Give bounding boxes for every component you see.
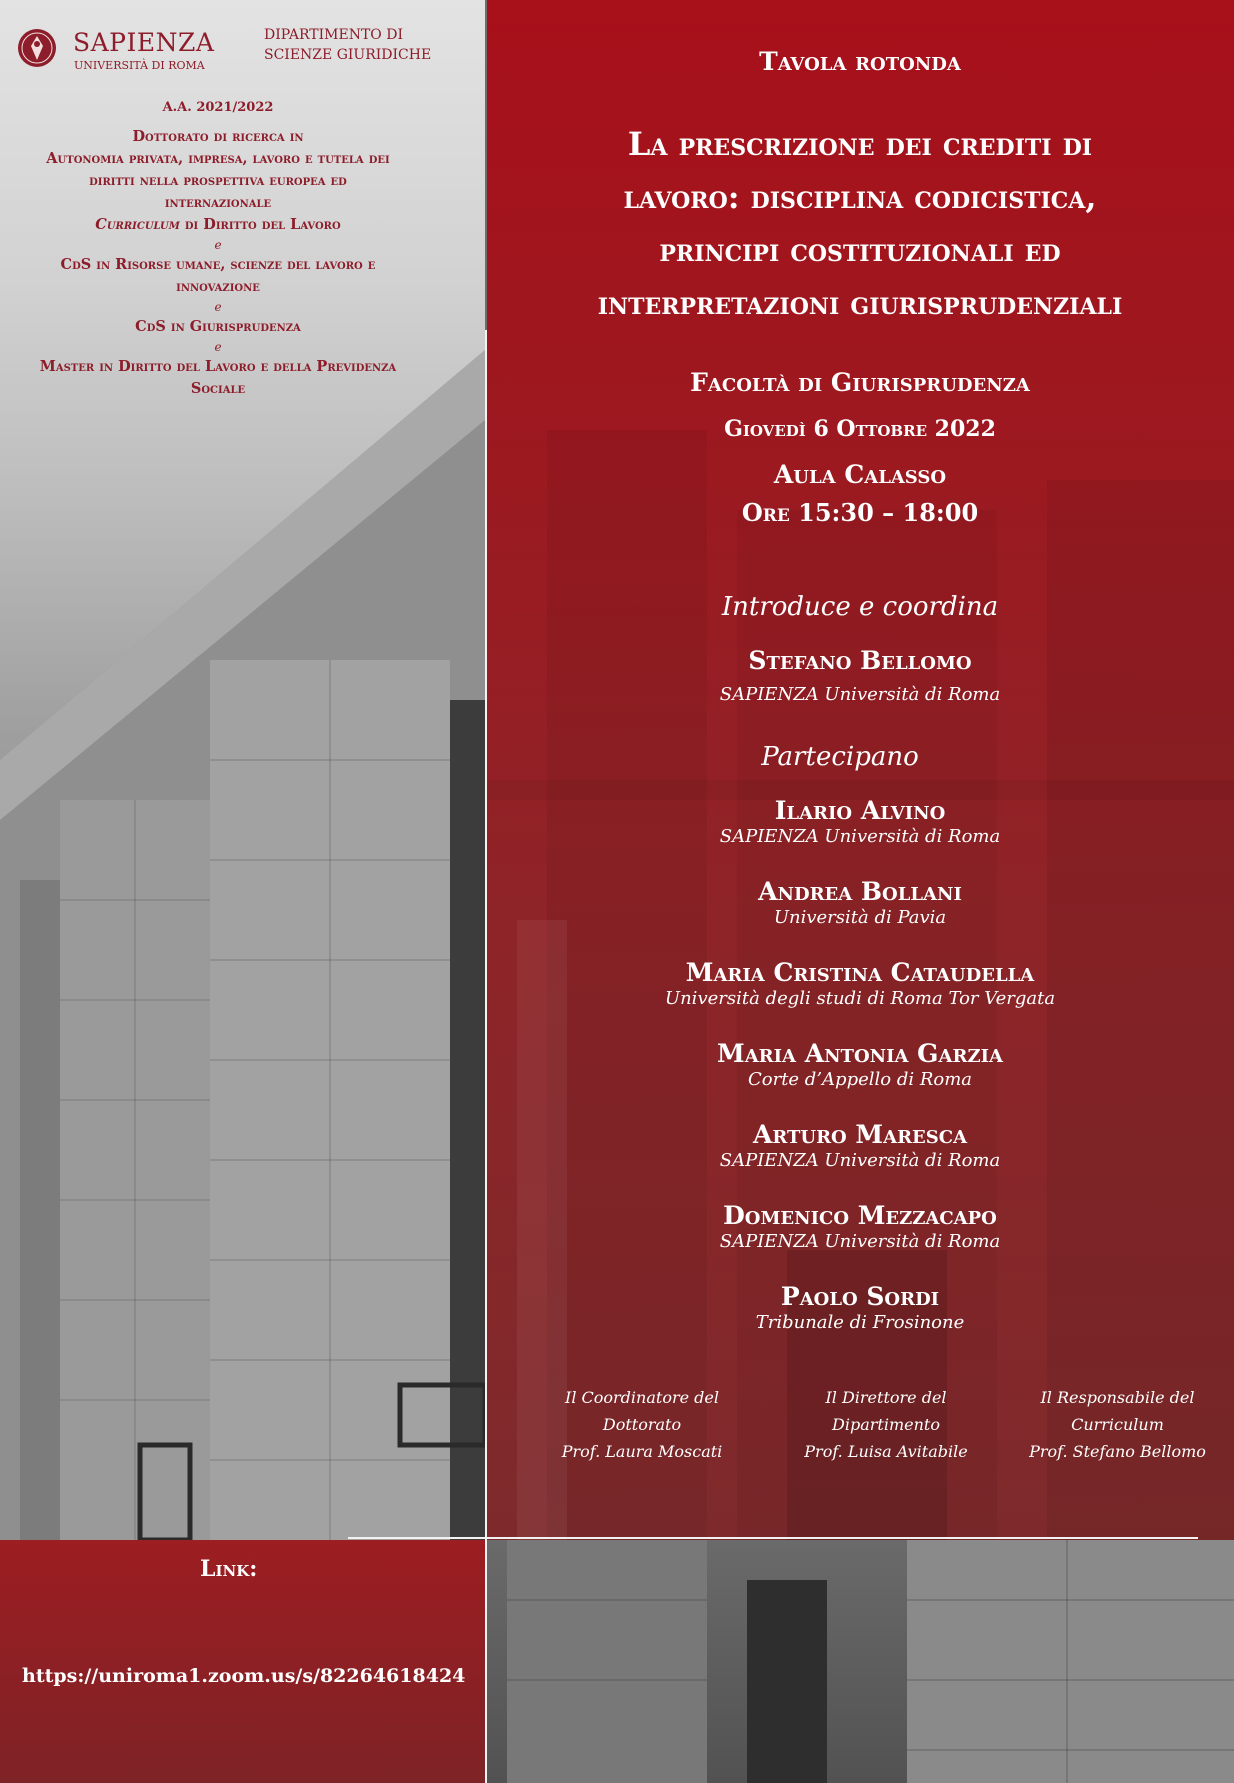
participant bbox=[490, 877, 1230, 958]
signature-role: Il Responsabile del bbox=[1040, 1388, 1195, 1407]
master-line: Master in Diritto del Lavoro e della Previdenza bbox=[39, 358, 397, 375]
signature-role: Dottorato bbox=[602, 1415, 682, 1434]
academic-year-text: A.A. 2021/2022 bbox=[162, 100, 274, 115]
faculty: Facoltà di Giurisprudenza bbox=[690, 368, 1030, 397]
sapienza-seal-icon bbox=[16, 26, 58, 72]
sapienza-logo bbox=[16, 26, 215, 76]
signature-person: Prof. Luisa Avitabile bbox=[804, 1442, 968, 1461]
participant bbox=[490, 1201, 1230, 1282]
participant-affiliation: SAPIENZA Università di Roma bbox=[719, 1150, 1001, 1171]
master-line: Sociale bbox=[190, 380, 246, 397]
cds-line: CdS in Risorse umane, scienze del lavoro e bbox=[60, 256, 376, 273]
doctorate-line: internazionale bbox=[164, 194, 272, 211]
curriculum-word: Curriculum bbox=[95, 216, 180, 233]
building-photo-lines bbox=[487, 1540, 1234, 1783]
event-date: Giovedì 6 Ottobre 2022 bbox=[724, 416, 996, 442]
participant bbox=[490, 958, 1230, 1039]
participant-affiliation: Tribunale di Frosinone bbox=[755, 1312, 965, 1333]
signature-role: Il Direttore del bbox=[825, 1388, 947, 1407]
participant-affiliation: Università di Pavia bbox=[773, 907, 947, 928]
link-label: Link: bbox=[200, 1556, 258, 1582]
signature-curriculum bbox=[1010, 1384, 1225, 1465]
department-line: DIPARTIMENTO DI bbox=[264, 27, 403, 43]
participants-list bbox=[490, 796, 1230, 1363]
participant bbox=[490, 1039, 1230, 1120]
signature-coordinator bbox=[537, 1384, 747, 1465]
curriculum-rest: di Diritto del Lavoro bbox=[179, 216, 341, 233]
logo-name: SAPIENZA bbox=[73, 28, 215, 57]
horizontal-divider bbox=[348, 1537, 1198, 1539]
participants-label: Partecipano bbox=[761, 742, 919, 772]
participant-name: Maria Antonia Garzia bbox=[717, 1039, 1003, 1068]
event-type: Tavola rotonda bbox=[759, 47, 961, 76]
signature-role: Il Coordinatore del bbox=[565, 1388, 719, 1407]
participant-name: Domenico Mezzacapo bbox=[723, 1201, 997, 1230]
conjunction: e bbox=[214, 340, 222, 354]
introducer-affiliation: SAPIENZA Università di Roma bbox=[719, 684, 1001, 705]
signature-role: Curriculum bbox=[1071, 1415, 1164, 1434]
event-time: Ore 15:30 – 18:00 bbox=[741, 498, 979, 527]
doctorate-line: Dottorato di ricerca in bbox=[132, 128, 304, 145]
title-line: La prescrizione dei crediti di bbox=[627, 125, 1093, 163]
signature-director bbox=[781, 1384, 991, 1465]
logo-subtitle: UNIVERSITÀ DI ROMA bbox=[74, 59, 205, 72]
participant-name: Andrea Bollani bbox=[758, 877, 962, 906]
signature-role: Dipartimento bbox=[832, 1415, 940, 1434]
participant-name: Arturo Maresca bbox=[752, 1120, 968, 1149]
doctorate-line: diritti nella prospettiva europea ed bbox=[89, 172, 347, 189]
introduce-label: Introduce e coordina bbox=[721, 592, 999, 622]
cds-line: innovazione bbox=[176, 278, 260, 295]
introducer-name: Stefano Bellomo bbox=[748, 646, 972, 675]
signature-person: Prof. Stefano Bellomo bbox=[1029, 1442, 1206, 1461]
cds-line: CdS in Giurisprudenza bbox=[135, 318, 301, 335]
department bbox=[264, 25, 464, 65]
academic-year bbox=[0, 97, 436, 119]
participant bbox=[490, 796, 1230, 877]
participant bbox=[490, 1120, 1230, 1201]
participant-name: Paolo Sordi bbox=[780, 1282, 940, 1311]
title-line: lavoro: disciplina codicistica, bbox=[623, 178, 1097, 216]
conjunction: e bbox=[214, 238, 222, 252]
participant-affiliation: SAPIENZA Università di Roma bbox=[719, 826, 1001, 847]
event-title bbox=[490, 118, 1230, 330]
bottom-building-photo bbox=[487, 1540, 1234, 1783]
signature-person: Prof. Laura Moscati bbox=[561, 1442, 723, 1461]
department-line: SCIENZE GIURIDICHE bbox=[264, 47, 432, 63]
participant-name: Ilario Alvino bbox=[774, 796, 946, 825]
programs-list bbox=[0, 126, 436, 400]
title-line: principi costituzionali ed bbox=[659, 231, 1061, 269]
zoom-link[interactable]: https://uniroma1.zoom.us/s/82264618424 bbox=[22, 1665, 466, 1687]
participant-affiliation: Corte d’Appello di Roma bbox=[747, 1069, 973, 1090]
title-line: interpretazioni giurisprudenziali bbox=[597, 284, 1123, 322]
curriculum-line bbox=[0, 214, 436, 236]
doctorate-line: Autonomia privata, impresa, lavoro e tutela dei bbox=[46, 150, 390, 167]
participant-affiliation: SAPIENZA Università di Roma bbox=[719, 1231, 1001, 1252]
participant-name: Maria Cristina Cataudella bbox=[685, 958, 1035, 987]
participant bbox=[490, 1282, 1230, 1363]
participant-affiliation: Università degli studi di Roma Tor Vergata bbox=[664, 988, 1056, 1009]
vertical-divider bbox=[485, 330, 487, 1783]
conjunction: e bbox=[214, 300, 222, 314]
event-room: Aula Calasso bbox=[773, 460, 947, 489]
